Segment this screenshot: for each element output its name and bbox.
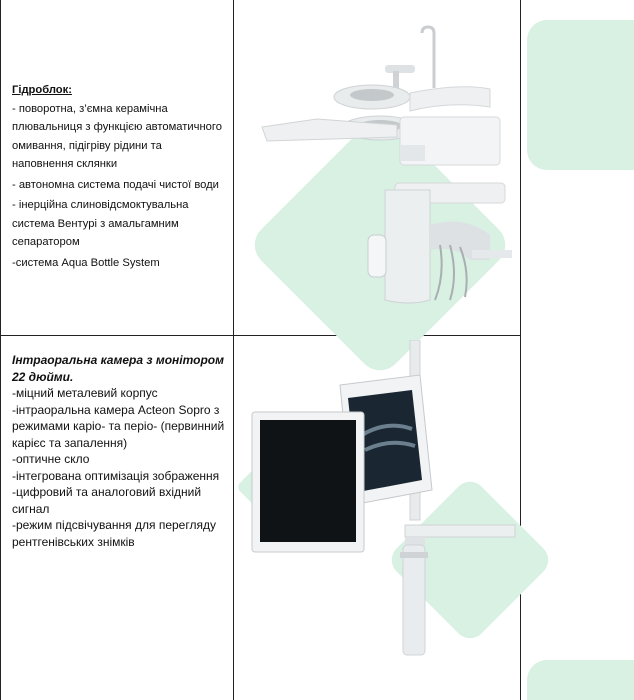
camera-item: -режим підсвічування для перегляду рентгенівських знімків bbox=[12, 518, 216, 549]
table-row-divider bbox=[0, 335, 520, 336]
camera-cell bbox=[12, 352, 230, 550]
hydro-unit-item: - інерційна слиновідсмоктувальна система Вентурі з амальгамним сепаратором bbox=[12, 199, 189, 248]
decorative-green-tab bbox=[527, 660, 634, 700]
hydro-unit-image bbox=[250, 25, 515, 330]
hydro-unit-item: - автономна система подачі чистої води bbox=[12, 178, 219, 191]
table-column-divider bbox=[520, 0, 521, 700]
camera-item: -міцний металевий корпус bbox=[12, 386, 158, 400]
hydro-unit-cell bbox=[12, 81, 224, 272]
intraoral-camera-monitor-image bbox=[240, 340, 520, 670]
table-border-left bbox=[0, 0, 1, 700]
camera-item: -інтегрована оптимізація зображення bbox=[12, 468, 220, 483]
table-column-divider bbox=[233, 0, 234, 700]
hydro-unit-title: Гідроблок: bbox=[12, 84, 72, 96]
camera-item: -цифровий та аналоговий вхідний сигнал bbox=[12, 485, 202, 516]
camera-title: Інтраоральна камера з монітором 22 дюйми. bbox=[12, 353, 224, 384]
camera-item: -оптичне скло bbox=[12, 452, 90, 466]
decorative-green-tab bbox=[527, 20, 634, 170]
camera-item: -інтраоральна камера Acteon Sopro з режимами каріо- та періо- (первинний карієс та запалення) bbox=[12, 402, 225, 450]
hydro-unit-item: - поворотна, з’ємна керамічна плювальниця з функцією автоматичного омивання, підігріву рідини та наповнення склянки bbox=[12, 102, 222, 170]
hydro-unit-item: -система Aqua Bottle System bbox=[12, 256, 160, 269]
